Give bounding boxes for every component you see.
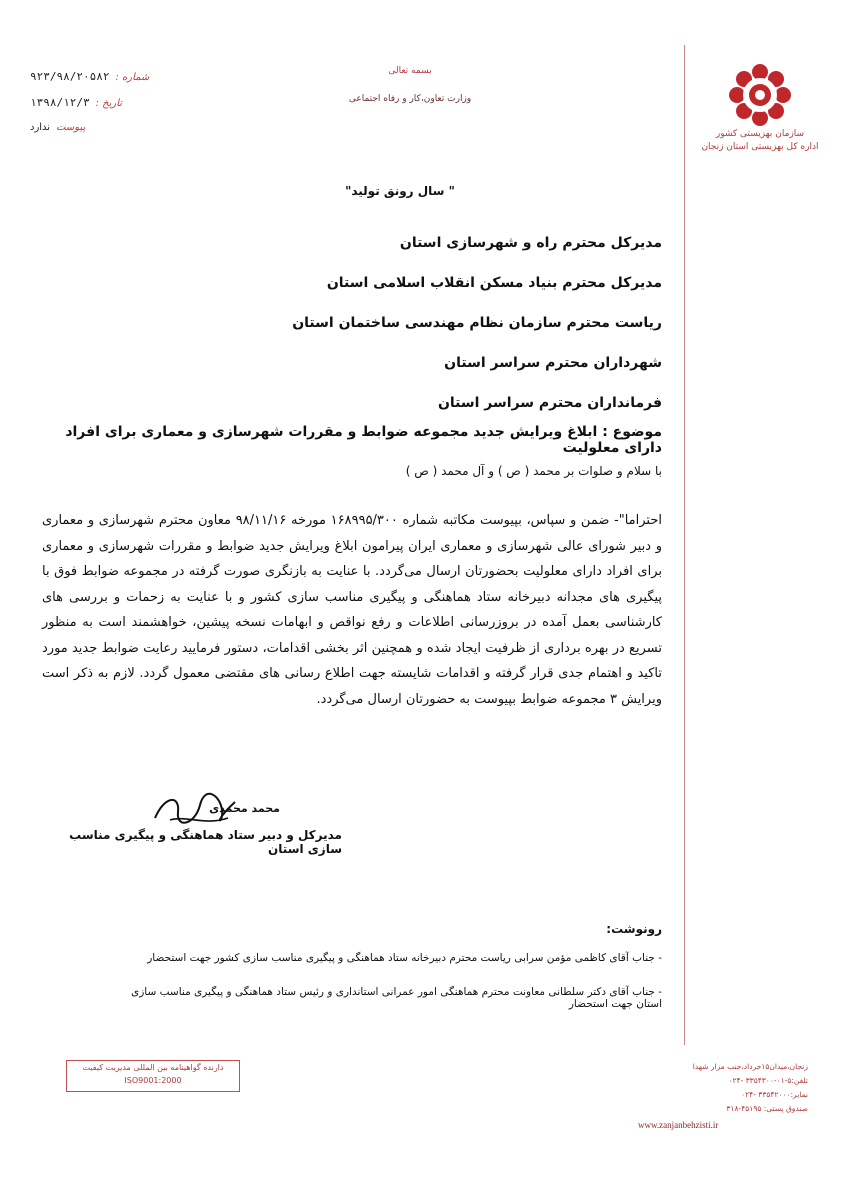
recipient-line: مدیرکل محترم بنیاد مسکن انقلاب اسلامی استان: [326, 275, 662, 291]
iso-standard: ISO9001:2000: [124, 1076, 182, 1085]
behzisti-logo-icon: [727, 62, 793, 128]
letter-date-value: ۱۳۹۸/۱۲/۳: [30, 96, 90, 109]
org-logo-block: [700, 62, 820, 154]
letter-date-row: [30, 96, 180, 122]
iso-caption: دارنده گواهینامه بین المللی مدیریت کیفیت: [82, 1063, 224, 1072]
recipients-list: [142, 228, 662, 428]
signatory-title: مدیرکل و دبیر ستاد هماهنگی و پیگیری مناسب سازی استان: [69, 828, 342, 856]
copies-title: رونوشت:: [606, 922, 662, 936]
letter-attachment-row: [30, 122, 180, 148]
salutation: با سلام و صلوات بر محمد ( ص ) و آل محمد ( ص ): [405, 464, 662, 478]
letter-number-row: [30, 70, 180, 96]
letter-body: احتراما"- ضمن و سپاس، بپیوست مکاتبه شماره ۱۶۸۹۹۵/۳۰۰ مورخه ۹۸/۱۱/۱۶ معاون محترم شهرسازی و معماری و دبیر شورای عالی شهرسازی و معماری ایران پیرامون ابلاغ ویرایش جدید ضوابط و مقررات شهرسازی و معماری برای افراد دارای معلولیت بحضورتان ارسال می‌گردد. با عنایت به بازنگری صورت گرفته در مجموعه ضوابط فوق با پیگیری های مجدانه دبیرخانه ستاد هماهنگی و پیگیری مناسب سازی کشور و با عنایت به زحمات و بررسی های کارشناسی بعمل آمده در بروزرسانی اطلاعات و رفع نواقص و ابهامات نسخه پیشین، خواهشمند است به منظور تسریع در بهره برداری از ظرفیت ایجاد شده و همچنین اثر بخشی اقدامات، دستور فرمایید رعایت ضوابط جدید مورد تاکید و اهتمام جدی قرار گرفته و اقدامات شایسته جهت اطلاع رسانی های مقتضی معمول گردد. لازم به ذکر است ویرایش ۳ مجموعه ضوابط بپیوست به حضورتان ارسال می‌گردد.: [42, 513, 663, 707]
recipient-line: شهرداران محترم سراسر استان: [444, 355, 662, 371]
letter-number-value: ۹۲۳/۹۸/۲۰۵۸۲: [30, 70, 110, 83]
year-slogan: " سال رونق تولید": [345, 184, 455, 198]
iso-certificate-box: [66, 1060, 240, 1092]
footer-contact: [638, 1060, 808, 1130]
recipient-line: مدیرکل محترم راه و شهرسازی استان: [399, 235, 662, 251]
letter-date-label: تاریخ :: [95, 98, 123, 109]
letter-meta: [30, 70, 180, 148]
signatory-name: محمد محمدی: [209, 802, 280, 815]
recipient-line: ریاست محترم سازمان نظام مهندسی ساختمان استان: [292, 315, 662, 331]
org-unit: اداره کل بهزیستی استان زنجان: [701, 142, 819, 152]
letter-subject: موضوع : ابلاغ ویرایش جدید مجموعه ضوابط و مقررات شهرسازی و معماری برای افراد دارای معلولیت: [65, 424, 662, 456]
letter-attachment-value: ندارد: [30, 122, 51, 133]
letter-number-label: شماره :: [115, 72, 150, 83]
header-divider: [684, 45, 685, 1045]
footer-pobox: صندوق پستی: ۴۵۱۹۵-۳۱۸: [726, 1104, 808, 1113]
copy-recipient: - جناب آقای دکتر سلطانی معاونت محترم هماهنگی امور عمرانی استانداری و رئیس ستاد هماهنگی و پیگیری مناسب سازی استان جهت استحضار: [130, 986, 662, 1010]
footer-address: زنجان،میدان۱۵خرداد،جنب مزار شهدا: [692, 1062, 808, 1071]
recipient-line: فرمانداران محترم سراسر استان: [437, 395, 662, 411]
footer-fax: نمابر:۳۳۵۴۲۰۰۰ -۰۲۴: [741, 1090, 808, 1099]
copy-recipient: - جناب آقای کاظمی مؤمن سرابی ریاست محترم دبیرخانه ستاد هماهنگی و پیگیری مناسب سازی کشور جهت استحضار: [147, 952, 662, 964]
letterhead-center: [340, 64, 480, 106]
footer-website-link[interactable]: www.zanjanbehzisti.ir: [638, 1120, 719, 1130]
org-name: سازمان بهزیستی کشور: [715, 129, 805, 139]
footer-phone: تلفن:۵-۰۱-۳۳۵۴۳۰۰ -۰۲۴: [728, 1076, 808, 1085]
bismillah-text: بسمه تعالی: [388, 66, 432, 76]
letter-attachment-label: پیوست: [56, 122, 86, 133]
ministry-name: وزارت تعاون،کار و رفاه اجتماعی: [348, 94, 472, 104]
